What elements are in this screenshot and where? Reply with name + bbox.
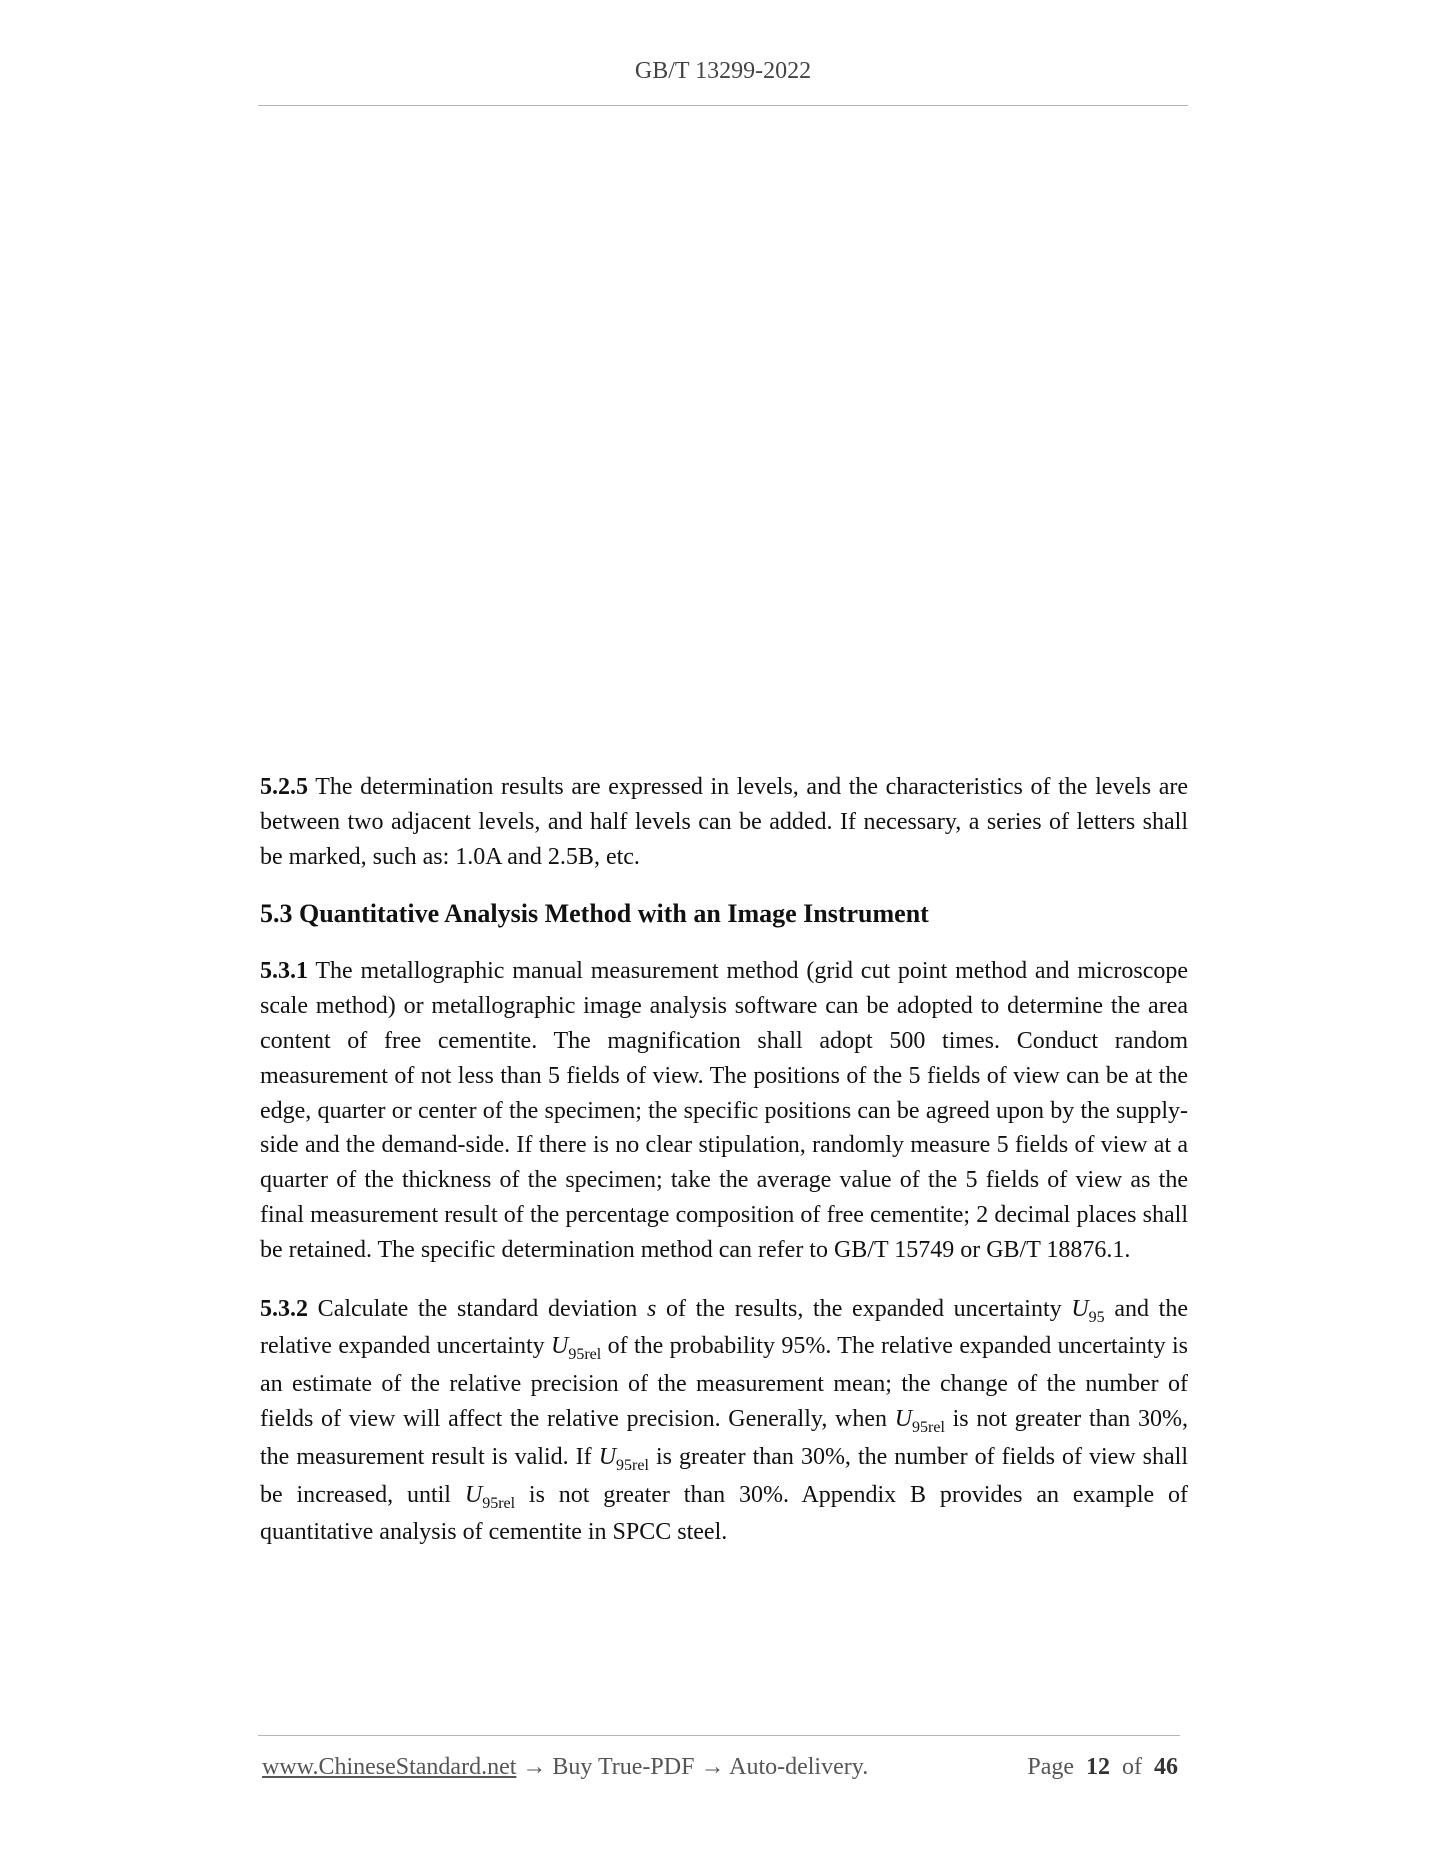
clause-text: is not greater than 30%. Appendix B provides an example of quantitative analysis of cementite in SPCC steel. xyxy=(260,1481,1189,1546)
subscript-95: 95 xyxy=(1088,1308,1105,1326)
page-total: 46 xyxy=(1154,1754,1178,1780)
footer-divider xyxy=(258,1735,1180,1736)
clause-text: is greater than 30%, the number of fields of view shall be increased, until xyxy=(260,1443,1188,1508)
section-heading-5-3: 5.3 Quantitative Analysis Method with an Image Instrument xyxy=(260,899,929,929)
symbol-s: s xyxy=(646,1295,657,1322)
paragraph-5-2-5 xyxy=(260,770,1188,874)
page-of: of xyxy=(1122,1754,1142,1780)
clause-text: of the results, the expanded uncertainty xyxy=(656,1295,1072,1322)
footer-promo xyxy=(262,1754,868,1781)
footer-promo-text: → Buy True-PDF → Auto-delivery. xyxy=(516,1754,869,1780)
subscript-95rel: 95rel xyxy=(912,1418,945,1436)
symbol-u: U xyxy=(1071,1295,1089,1322)
header-divider xyxy=(258,105,1188,106)
page-number xyxy=(1027,1754,1178,1781)
chinesestandard-link[interactable]: www.ChineseStandard.net xyxy=(262,1754,517,1780)
paragraph-5-3-1 xyxy=(260,954,1188,1267)
subscript-95rel: 95rel xyxy=(482,1494,516,1512)
page-current: 12 xyxy=(1086,1754,1110,1780)
symbol-u: U xyxy=(464,1481,483,1508)
clause-text: is not greater than 30%, the measurement result is valid. If xyxy=(260,1405,1188,1470)
page-label: Page xyxy=(1027,1754,1074,1780)
symbol-u: U xyxy=(598,1443,617,1470)
paragraph-spacer xyxy=(260,1268,1188,1292)
document-header-title: GB/T 13299-2022 xyxy=(634,58,812,84)
paragraph-5-3-2 xyxy=(260,1292,1188,1551)
subscript-95rel: 95rel xyxy=(616,1456,649,1474)
clause-text: Calculate the standard deviation xyxy=(308,1295,647,1322)
clause-number: 5.3.1 xyxy=(260,958,308,985)
page-footer xyxy=(262,1754,1178,1781)
clause-text: The determination results are expressed in levels, and the characteristics of the levels are between two adjacent levels, and half levels can be added. If necessary, a series of letters shall be marked, such as: 1.0A and 2.5B, etc. xyxy=(260,774,1188,870)
clause-text: The metallographic manual measurement method (grid cut point method and microscope scale method) or metallographic image analysis software can be adopted to determine the area content of free cementite. The magnification shall adopt 500 times. Conduct random measurement of not less than 5 fields of view. The positions of the 5 fields of view can be at the edge, quarter or center of the specimen; the specific positions can be agreed upon by the supply-side and the demand-side. If there is no clear stipulation, randomly measure 5 fields of view at a quarter of the thickness of the specimen; take the average value of the 5 fields of view as the final measurement result of the percentage composition of free cementite; 2 decimal places shall be retained. The specific determination method can refer to GB/T 15749 or GB/T 18876.1. xyxy=(260,958,1188,1263)
symbol-u: U xyxy=(551,1333,569,1360)
clause-text: and the relative expanded uncertainty xyxy=(260,1295,1188,1360)
document-body xyxy=(260,770,1188,1550)
clause-number: 5.3.2 xyxy=(260,1295,308,1322)
clause-text: of the probability 95%. The relative expanded uncertainty is an estimate of the relative precision of the measurement mean; the change of the number of fields of view will affect the relative precision. Generally, when xyxy=(260,1333,1188,1432)
symbol-u: U xyxy=(894,1405,913,1432)
subscript-95rel: 95rel xyxy=(568,1346,602,1364)
clause-number: 5.2.5 xyxy=(260,774,308,800)
